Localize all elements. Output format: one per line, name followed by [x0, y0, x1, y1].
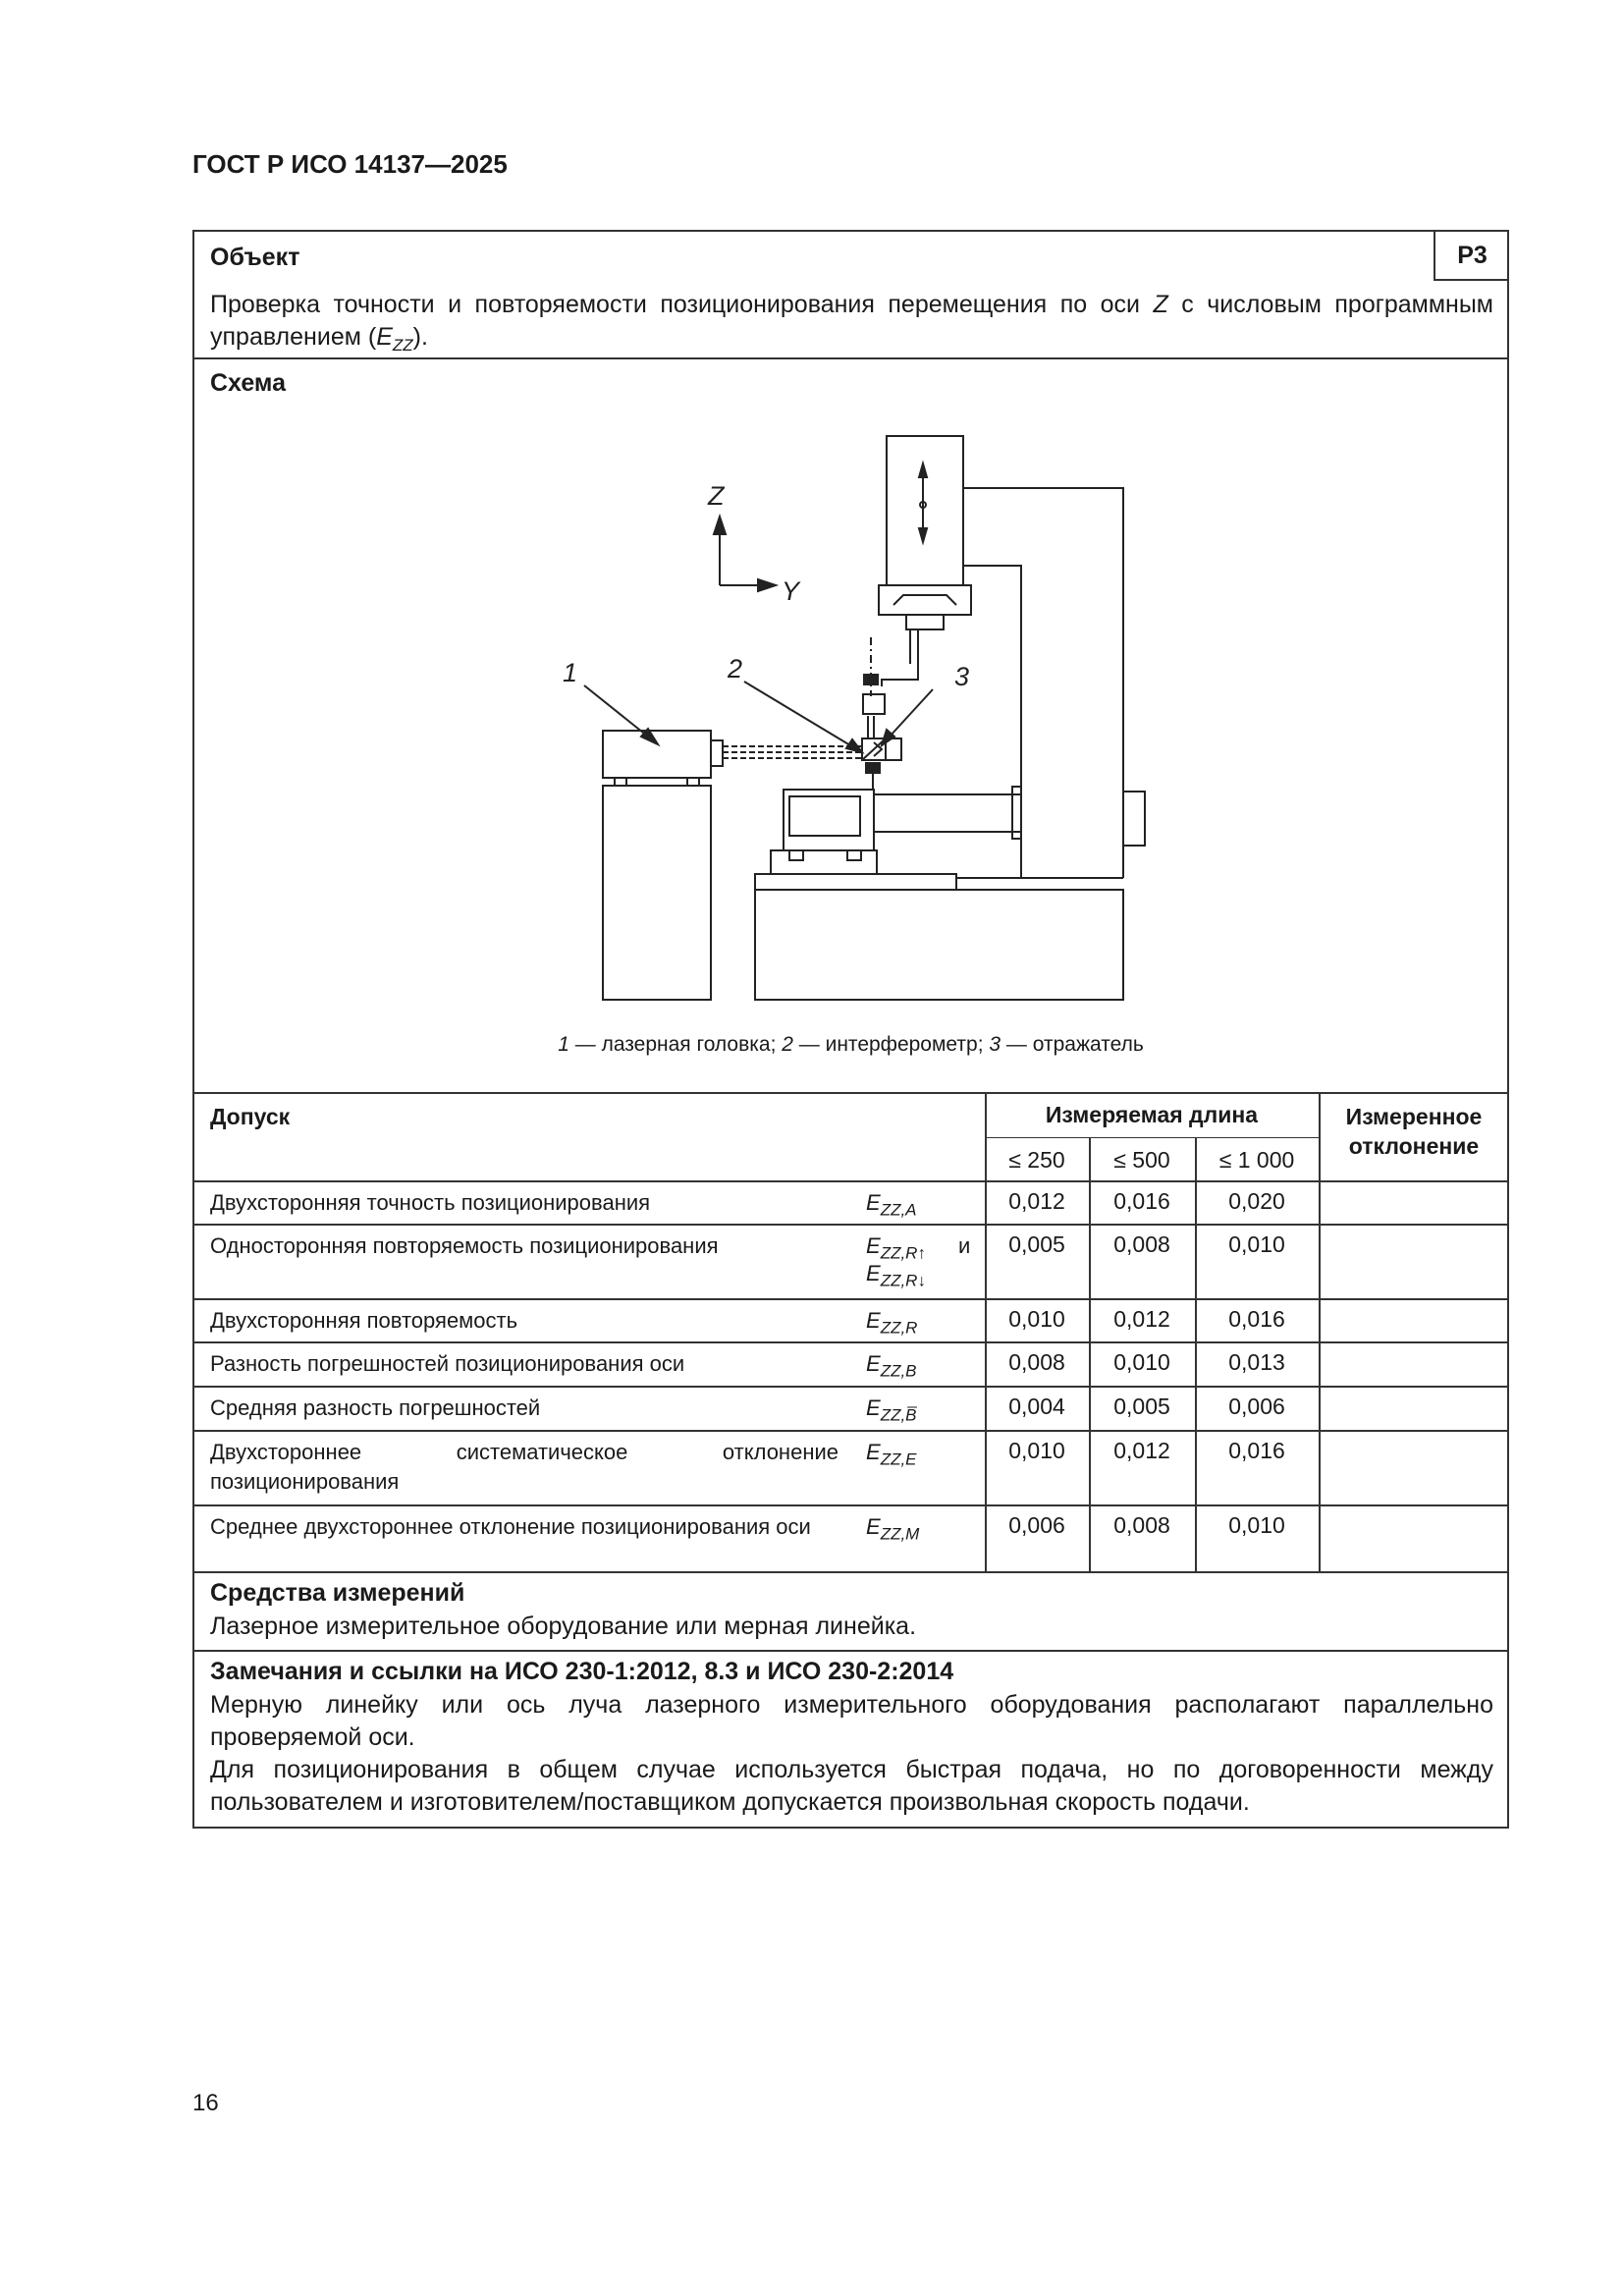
scheme-caption: 1 — лазерная головка; 2 — интерферометр; 3 — отражатель — [558, 1033, 1144, 1056]
table-cell: 0,010 — [1228, 1512, 1285, 1538]
table-cell: 0,012 — [1113, 1306, 1170, 1332]
table-cell: 0,016 — [1113, 1188, 1170, 1214]
test-code-badge: P3 — [1434, 232, 1509, 281]
table-cell: 0,006 — [1228, 1394, 1285, 1419]
machine-column — [963, 488, 1123, 878]
table-cell: 0,012 — [1113, 1438, 1170, 1463]
table-cell: 0,005 — [1113, 1394, 1170, 1419]
laser-stand — [603, 786, 711, 1000]
column-header: ≤ 1 000 — [1218, 1147, 1295, 1173]
table-rule — [194, 1341, 1507, 1343]
callout-2: 2 — [728, 654, 743, 683]
axis-z-arrowhead — [714, 517, 726, 534]
row-symbol: $E_{ZZ,M}$ — [866, 1514, 920, 1544]
table-cell: 0,010 — [1008, 1306, 1065, 1332]
axis-y-label: Y — [782, 576, 800, 606]
row-symbol: $E_{ZZ,R}$ — [866, 1308, 918, 1338]
row-symbol: $E_{ZZ,R↓}$ — [866, 1261, 926, 1290]
instruments-label: Средства измерений — [210, 1579, 465, 1607]
tolerance-label: Допуск — [210, 1104, 291, 1129]
table-row-label: Двухсторонняя повторяемость — [210, 1308, 518, 1333]
table-row-label: Односторонняя повторяемость позиционирования — [210, 1233, 719, 1258]
instruments-text: Лазерное измерительное оборудование или мерная линейка. — [210, 1613, 917, 1640]
axis-y-arrowhead — [758, 579, 776, 591]
table-cell: 0,008 — [1113, 1231, 1170, 1257]
table-row-label: Разность погрешностей позиционирования оси — [210, 1351, 685, 1376]
table-rule — [194, 1504, 1507, 1506]
table-row-label: Средняя разность погрешностей — [210, 1395, 541, 1420]
spindle-head — [879, 585, 971, 615]
divider — [194, 1092, 1507, 1094]
object-description: Проверка точности и повторяемости позиционирования перемещения по оси Z с числовым программным управлением $(E_{ZZ})$. — [210, 291, 1493, 355]
machine-base — [755, 890, 1123, 1000]
measured-deviation-header: Измеренное отклонение — [1345, 1104, 1483, 1159]
table-rule — [194, 1180, 1507, 1182]
table-cell: 0,013 — [1228, 1349, 1285, 1375]
callout-3: 3 — [954, 662, 970, 691]
table-row-label: Среднее двухстороннее отклонение позиционирования оси — [210, 1514, 811, 1539]
page-number: 16 — [192, 2090, 219, 2116]
table-cell: 0,010 — [1228, 1231, 1285, 1257]
table-cell: 0,008 — [1113, 1512, 1170, 1538]
scheme-label: Схема — [210, 369, 286, 397]
notes-paragraph: Мерную линейку или ось луча лазерного измерительного оборудования располагают параллельно проверяемой оси. — [210, 1691, 1493, 1751]
spindle-housing — [887, 436, 963, 585]
table-rule — [194, 1298, 1507, 1300]
table-cell: 0,010 — [1008, 1438, 1065, 1463]
table-cell: 0,005 — [1008, 1231, 1065, 1257]
table-rule — [194, 1571, 1507, 1573]
measured-length-header: Измеряемая длина — [1045, 1102, 1259, 1127]
table-cell: 0,012 — [1008, 1188, 1065, 1214]
row-conjunction: и — [958, 1233, 971, 1258]
test-card — [192, 230, 1509, 1829]
table-cell: 0,010 — [1113, 1349, 1170, 1375]
row-symbol: $E_{ZZ,A}$ — [866, 1190, 917, 1220]
table-rule — [194, 1430, 1507, 1432]
machine-table — [755, 874, 956, 890]
table-rule — [1319, 1092, 1321, 1571]
laser-head — [603, 731, 711, 778]
row-symbol: $E_{ZZ,B}$ — [866, 1351, 917, 1381]
table-row-label: Двухстороннее систематическое отклонение позиционирования — [210, 1440, 839, 1494]
object-label: Объект — [210, 244, 300, 271]
table-cell: 0,004 — [1008, 1394, 1065, 1419]
row-symbol: $E_{ZZ,E}$ — [866, 1440, 917, 1469]
column-header: ≤ 500 — [1113, 1147, 1170, 1173]
table-cell: 0,020 — [1228, 1188, 1285, 1214]
table-row-label: Двухсторонняя точность позиционирования — [210, 1190, 651, 1215]
machine-schematic — [194, 357, 1507, 1084]
row-symbol: $E_{ZZ,R↑}$ — [866, 1233, 926, 1263]
divider — [194, 1650, 1507, 1652]
table-rule — [985, 1137, 1319, 1138]
page-header: ГОСТ Р ИСО 14137—2025 — [192, 149, 508, 179]
table-rule — [194, 1386, 1507, 1388]
notes-paragraph: Для позиционирования в общем случае используется быстрая подача, но по договоренности между пользователем и изготовителем/поставщиком допускается произвольная скорость подачи. — [210, 1756, 1493, 1816]
table-cell: 0,006 — [1008, 1512, 1065, 1538]
row-symbol: $E_{ZZ,B̅}$ — [866, 1395, 917, 1425]
callout-1: 1 — [563, 658, 578, 687]
reflector — [863, 694, 885, 714]
table-cell: 0,016 — [1228, 1438, 1285, 1463]
notes-label: Замечания и ссылки на ИСО 230-1:2012, 8.3 и ИСО 230-2:2014 — [210, 1658, 954, 1685]
table-rule — [194, 1224, 1507, 1226]
column-header: ≤ 250 — [1008, 1147, 1065, 1173]
table-cell: 0,016 — [1228, 1306, 1285, 1332]
table-cell: 0,008 — [1008, 1349, 1065, 1375]
axis-z-label: Z — [708, 481, 725, 511]
